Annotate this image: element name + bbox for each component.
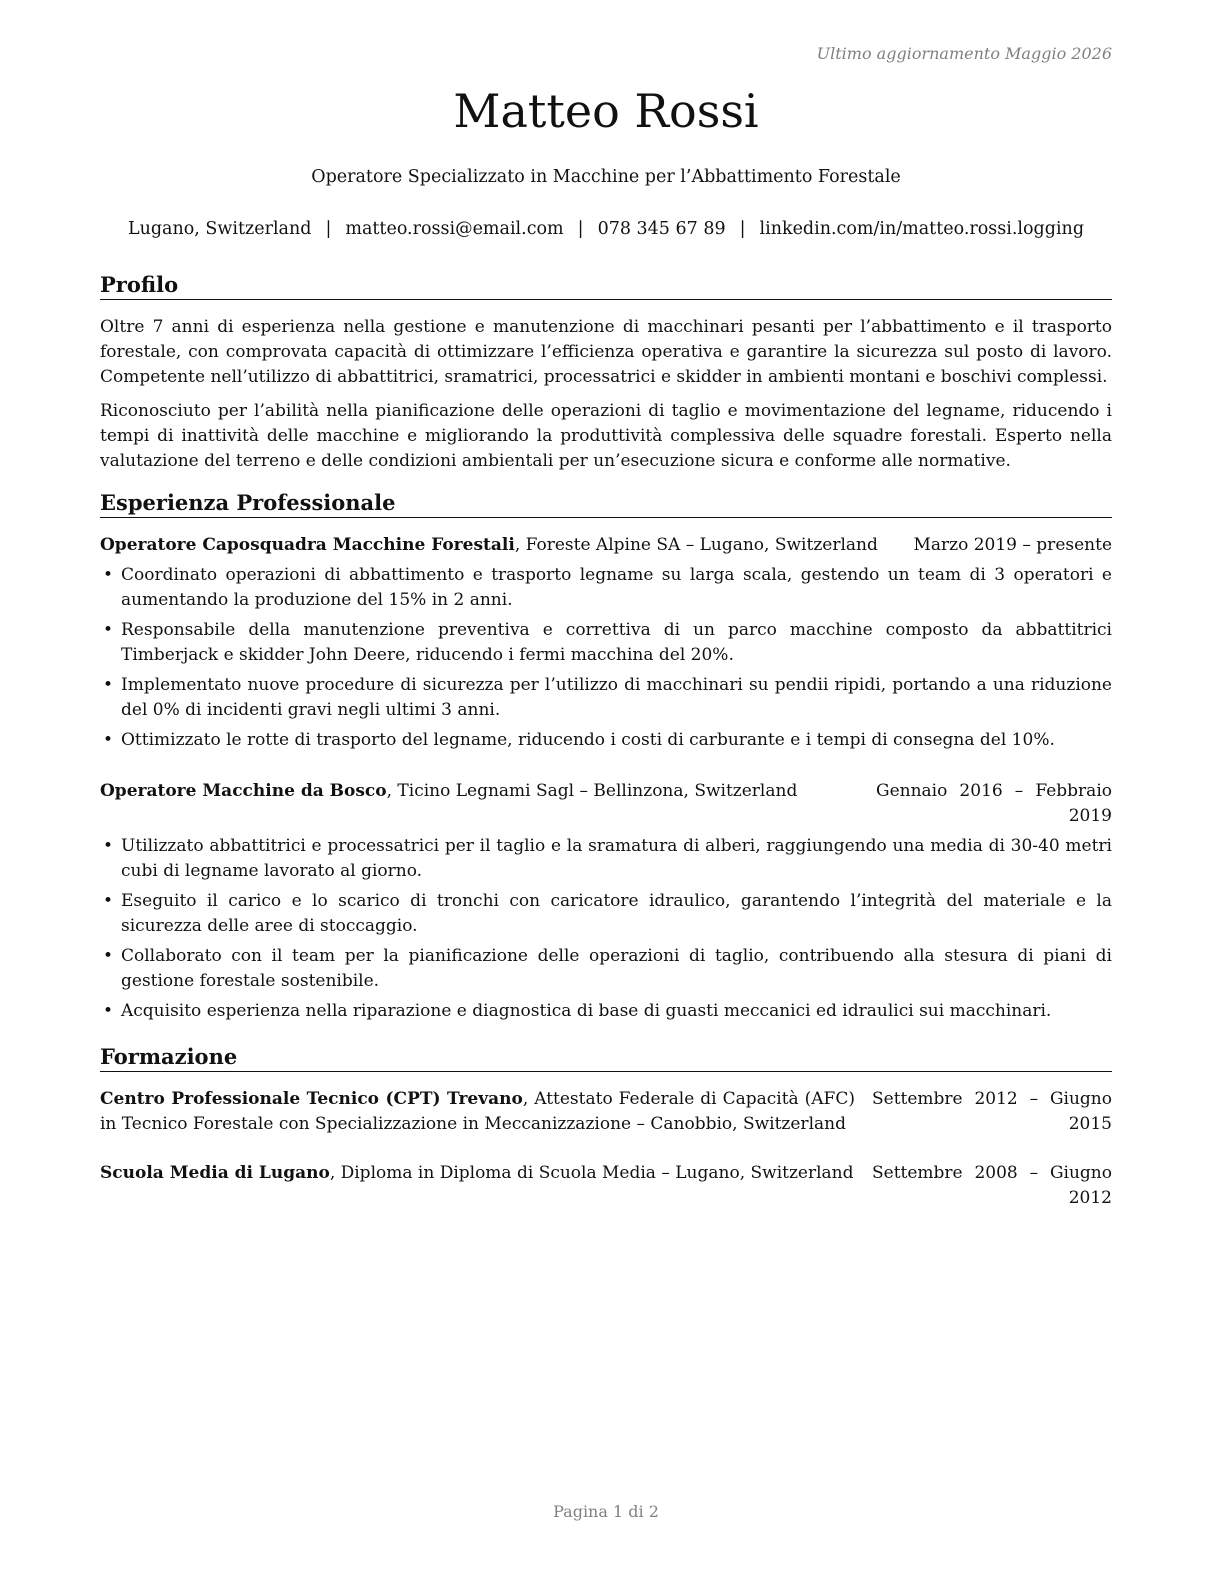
- contact-separator: |: [577, 219, 584, 239]
- profile-paragraph: Oltre 7 anni di esperienza nella gestione e manutenzione di macchinari pesanti per l’abbattimento e il trasporto forestale, con comprovata capacità di ottimizzare l’efficienza operativa e garantire la sicurezza sul posto di lavoro. Competente nell’utilizzo di abbattitrici, sramatrici, processatrici e skidder in ambienti montani e boschivi complessi.: [100, 317, 1112, 387]
- bullet-icon: •: [103, 730, 114, 750]
- bullet-icon: •: [103, 565, 114, 585]
- list-item: • Eseguito il carico e lo scarico di tronchi con caricatore idraulico, garantendo l’integrità del materiale e la sicurezza delle aree di stoccaggio.: [103, 891, 1112, 936]
- candidate-subtitle: Operatore Specializzato in Macchine per l’Abbattimento Forestale: [311, 167, 901, 187]
- list-item: • Utilizzato abbattitrici e processatrici per il taglio e la sramatura di alberi, raggiungendo una media di 30-40 metri cubi di legname lavorato al giorno.: [103, 836, 1112, 881]
- bullet-icon: •: [103, 1001, 114, 1021]
- bullet-icon: •: [103, 891, 114, 911]
- education-title-line: [100, 1087, 855, 1137]
- education-dates: Settembre 2012 – Giugno 2015: [872, 1089, 1112, 1134]
- bullet-icon: •: [103, 675, 114, 695]
- contact-linkedin[interactable]: linkedin.com/in/matteo.rossi.logging: [759, 219, 1085, 239]
- contact-email[interactable]: matteo.rossi@email.com: [345, 219, 564, 239]
- contact-phone: 078 345 67 89: [597, 219, 726, 239]
- list-item: • Ottimizzato le rotte di trasporto del legname, riducendo i costi di carburante e i tempi di consegna del 10%.: [100, 728, 1112, 753]
- section-title-profile: Profilo: [100, 272, 1112, 300]
- contact-separator: |: [739, 219, 746, 239]
- candidate-name: Matteo Rossi: [453, 84, 759, 138]
- resume-page: [100, 0, 1112, 1584]
- job-company: , Ticino Legnami Sagl – Bellinzona, Switzerland: [386, 781, 798, 801]
- bullet-icon: •: [103, 620, 114, 640]
- job-role: Operatore Caposquadra Macchine Forestali: [100, 535, 515, 555]
- education-entry: [100, 1087, 1112, 1137]
- education-school: Centro Professionale Tecnico (CPT) Trevano: [100, 1089, 523, 1109]
- bullet-icon: •: [103, 836, 114, 856]
- job-header: [100, 533, 1112, 558]
- job-header: [100, 779, 1112, 829]
- job-dates: Gennaio 2016 – Febbraio 2019: [876, 781, 1112, 826]
- job-title-line: [100, 779, 797, 804]
- contact-line: [100, 219, 1112, 239]
- list-item: • Collaborato con il team per la pianificazione delle operazioni di taglio, contribuendo alla stesura di piani di gestione forestale sostenibile.: [103, 946, 1112, 991]
- bullet-icon: •: [103, 946, 114, 966]
- section-title-education: Formazione: [100, 1044, 1112, 1072]
- last-updated: Ultimo aggiornamento Maggio 2026: [816, 44, 1112, 63]
- list-item: • Coordinato operazioni di abbattimento e trasporto legname su larga scala, gestendo un team di 3 operatori e aumentando la produzione del 15% in 2 anni.: [103, 565, 1112, 610]
- education-entry: [100, 1161, 1112, 1211]
- education-title-line: [100, 1161, 855, 1186]
- contact-location: Lugano, Switzerland: [127, 219, 312, 239]
- list-item: • Responsabile della manutenzione preventiva e correttiva di un parco macchine composto da abbattitrici Timberjack e skidder John Deere, riducendo i fermi macchina del 20%.: [103, 620, 1112, 665]
- job-title-line: [100, 533, 878, 558]
- job-bullet-list: [100, 834, 1112, 1029]
- education-dates: Settembre 2008 – Giugno 2012: [872, 1163, 1112, 1208]
- job-role: Operatore Macchine da Bosco: [100, 781, 387, 801]
- education-detail: , Attestato Federale di Capacità (AFC) in Tecnico Forestale con Specializzazione in Meccanizzazione – Canobbio, Switzerland: [100, 1089, 855, 1134]
- list-item: • Acquisito esperienza nella riparazione e diagnostica di base di guasti meccanici ed idraulici sui macchinari.: [100, 999, 1112, 1024]
- education-school: Scuola Media di Lugano: [100, 1163, 330, 1183]
- job-company: , Foreste Alpine SA – Lugano, Switzerland: [514, 535, 878, 555]
- contact-separator: |: [325, 219, 332, 239]
- job-dates: Marzo 2019 – presente: [913, 535, 1112, 555]
- page-number: Pagina 1 di 2: [553, 1502, 659, 1521]
- list-item: • Implementato nuove procedure di sicurezza per l’utilizzo di macchinari su pendii ripidi, portando a una riduzione del 0% di incidenti gravi negli ultimi 3 anni.: [103, 675, 1112, 720]
- section-title-experience: Esperienza Professionale: [100, 490, 1112, 518]
- job-bullet-list: [100, 563, 1112, 758]
- education-detail: , Diploma in Diploma di Scuola Media – Lugano, Switzerland: [329, 1163, 854, 1183]
- profile-paragraph: Riconosciuto per l’abilità nella pianificazione delle operazioni di taglio e movimentazione del legname, riducendo i tempi di inattività delle macchine e migliorando la produttività complessiva delle squadre forestali. Esperto nella valutazione del terreno e delle condizioni ambientali per un’esecuzione sicura e conforme alle normative.: [100, 401, 1112, 471]
